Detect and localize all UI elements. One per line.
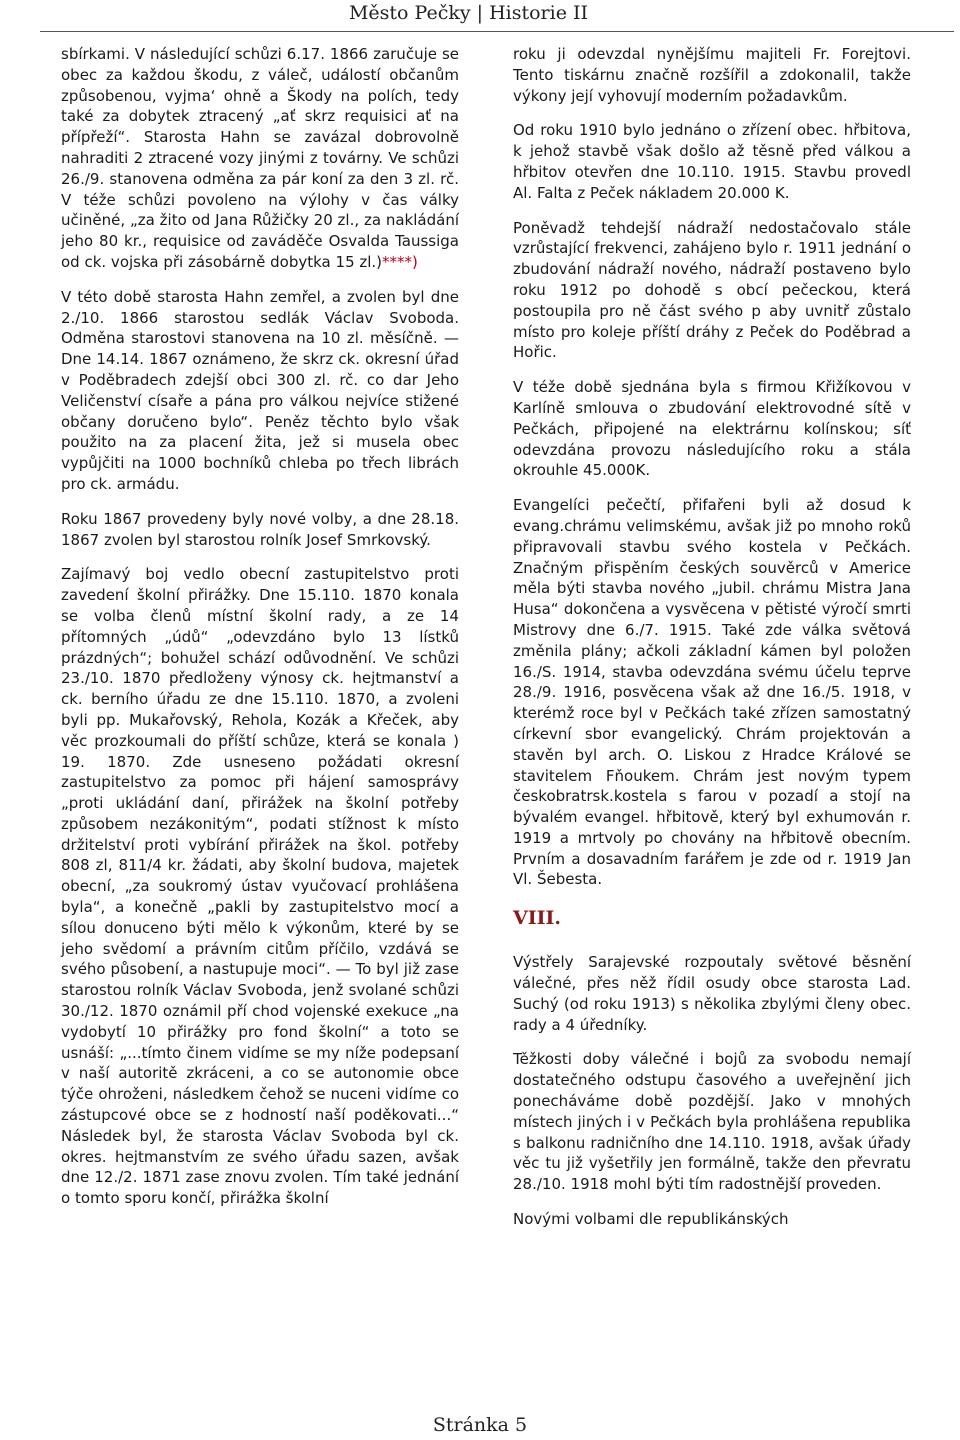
right-paragraph-3: Poněvadž tehdejší nádraží nedostačovalo stále vzrůstající frekvenci, zahájeno bylo r. 1911 jednání o zbudování nádraží nového, nádraží postaveno bylo roku 1912 po dohodě s obcí pečeckou, která postoupila pro ně část svého p aby uvnitř zůstalo místo pro koleje příští dráhy z Peček do Poděbrad a Hořic. (513, 218, 911, 362)
bottom-clip-mask (40, 1371, 480, 1411)
page-footer: Stránka 5 (432, 1414, 528, 1436)
left-column (61, 44, 459, 1209)
right-paragraph-8: Novými volbami dle republikánských (513, 1210, 789, 1229)
right-paragraph-5: Evangelíci pečečtí, přifařeni byli až dosud k evang.chrámu velimskému, avšak již po mnoho roků připravovali stavbu svého kostela v Pečkách. Značným přispěním českých souvěrců v Americe měla býti stavba nového „jubil. chrámu Mistra Jana Husa“ dokončena a vysvěcena v pětisté výročí smrti Mistrovy dne 6./7. 1915. Také zde válka světová změnila plány; ačkoli základní kámen byl položen 16./S. 1914, stavba odevzdána svému účelu teprve 28./9. 1916, posvěcena však až dne 16./5. 1918, v kterémž roce byl v Pečkách také zřízen samostatný církevní sbor evangelický. Chrám projektován a stavěn byl arch. O. Liskou z Hradce Králové se stavitelem Fňoukem. Chrám jest novým typem českobratrsk.kostela s farou v pozadí a stojí na bývalém evangel. hřbitově, který byl exhumován r. 1919 a mrtvoly po chovány na hřbitově obecním. Prvním a dosavadním farářem je zde od r. 1919 Jan Vl. Šebesta. (513, 496, 911, 889)
left-paragraph-1-text: sbírkami. V následující schůzi 6.17. 1866 zaručuje se obec za každou škodu, z váleč, událostí občanům způsobenou, vyjma‘ ohně a Škody na polích, tedy také za dobytek ztracený „ať skrz requisici ať na přípřeží“. Starosta Hahn se zavázal dobrovolně nahraditi 2 ztracené vozy jinými z továrny. Ve schůzi 26./9. stanovena odměna za pár koní za den 3 zl. rč. V téže schůzi povoleno na výlohy v čas války učiněné, „za žito od Jana Růžičky 20 zl., za nakládání jeho 80 kr., requisice od zaváděče Osvalda Taussiga od ck. vojska při zásobárně dobytka 15 zl.) (61, 45, 459, 271)
right-paragraph-4: V téže době sjednána byla s firmou Křižíkovou v Karlíně smlouva o zbudování elektrovodné sítě v Pečkách, připojené na elektrárnu kolínskou; síť odevzdána provozu následujícího roku a stála okrouhle 45.000K. (513, 378, 911, 480)
right-paragraph-6: Výstřely Sarajevské rozpoutaly světové běsnění válečné, přes něž řídil osudy obce starosta Lad. Suchý (od roku 1913) s několika zbylými členy obec. rady a 4 úředníky. (513, 953, 911, 1034)
left-paragraph-4: Zajímavý boj vedlo obecní zastupitelstvo proti zavedení školní přirážky. Dne 15.110. 1870 konala se volba členů místní školní rady, a ze 14 přítomných „údů“ „odevzdáno bylo 13 lístků prázdných“; bohužel schází odůvodnění. Ve schůzi 23./10. 1870 předloženy výnosy ck. hejtmanství a ck. berního úřadu ze dne 15.110. 1870, a zvoleni byli pp. Mukařovský, Rehola, Kozák a Křeček, aby věc prozkoumali do příští schůze, která se konala ) 19. 1870. Zde usneseno požádati okresní zastupitelstvo za pomoc při hájení samosprávy „proti ukládání daní, přirážek na školní potřeby způsobem nezákonitým“, podati stížnost k místo držitelství proti vybírání přirážek na škol. potřeby 808 zl, 811/4 kr. žádati, aby školní budova, majetek obecní, „za soukromý ústav vyučovací prohlášena byla“, a konečně „pakli by zastupitelstvo mocí a sílou donuceno býti mělo k výkonům, které by se jeho svědomí a právním citům příčilo, vzdává se svého působení, a nastupuje moci“. — To byl již zase starostou rolník Václav Svoboda, jenž svolané schůzi 30./12. 1870 oznámil pří chod vojenské exekuce „na vydobytí 10 přirážky pro fond školní“ a toto se usnáší: „...tímto činem vidíme se my níže podepsaní v naší autoritě zkráceni, a co se autonomie obce týče ohroženi, následkem čehož se nuceni vidíme co zástupcové obce se z hodností naší poděkovati...“ Následek byl, že starosta Václav Svoboda byl ck. okres. hejtmanstvím ze svého úřadu sazen, avšak dne 12./2. 1871 zase znovu zvolen. Tím také jednání o tomto sporu končí, přirážka školní (61, 565, 459, 1208)
right-column (513, 44, 911, 1230)
right-paragraph-2: Od roku 1910 bylo jednáno o zřízení obec. hřbitova, k jehož stavbě však došlo až těsně před válkou a hřbitov otevřen dne 10.110. 1915. Stavbu provedl Al. Falta z Peček nákladem 20.000 K. (513, 121, 911, 202)
left-paragraph-2: V této době starosta Hahn zemřel, a zvolen byl dne 2./10. 1866 starostou sedlák Václav Svoboda. Odměna starostovi stanovena na 10 zl. měsíčně. — Dne 14.14. 1867 oznámeno, že skrz ck. okresní úřad v Poděbradech zdejší obci 300 zl. rč. co dar Jeho Veličenství císaře a pána pro válkou nejvíce stižené občany doručeno bylo“. Peněz těchto bylo však použito na za placení žita, jež si musela obec vypůjčiti na 1000 bochníků chleba po třech librách pro ck. armádu. (61, 287, 459, 493)
header-title: Město Pečky | Historie II (348, 2, 588, 24)
right-paragraph-7: Těžkosti doby válečné i bojů za svobodu nemají dostatečného odstupu časového a uveřejnění jich ponecháváme době pozdější. Jako v mnohých místech jiných i v Pečkách byla prohlášena republika s balkonu radničního dne 14.110. 1918, avšak úřady věc tu již vyšetřily jen formálně, takže den převratu 28./10. 1918 mohl býti tím radostnější proveden. (513, 1050, 911, 1194)
right-paragraph-1: roku ji odevzdal nynějšímu majiteli Fr. Forejtovi. Tento tiskárnu značně rozšířil a zdokonalil, takže výkony její vyhovují moderním požadavkům. (513, 45, 911, 105)
footnote-marker: ****) (382, 252, 418, 271)
left-paragraph-1 (61, 44, 459, 273)
header-rule (40, 31, 954, 32)
left-paragraph-3: Roku 1867 provedeny byly nové volby, a dne 28.18. 1867 zvolen byl starostou rolník Josef Smrkovský. (61, 509, 459, 549)
page-header (0, 0, 960, 34)
chapter-heading: VIII. (513, 907, 562, 930)
